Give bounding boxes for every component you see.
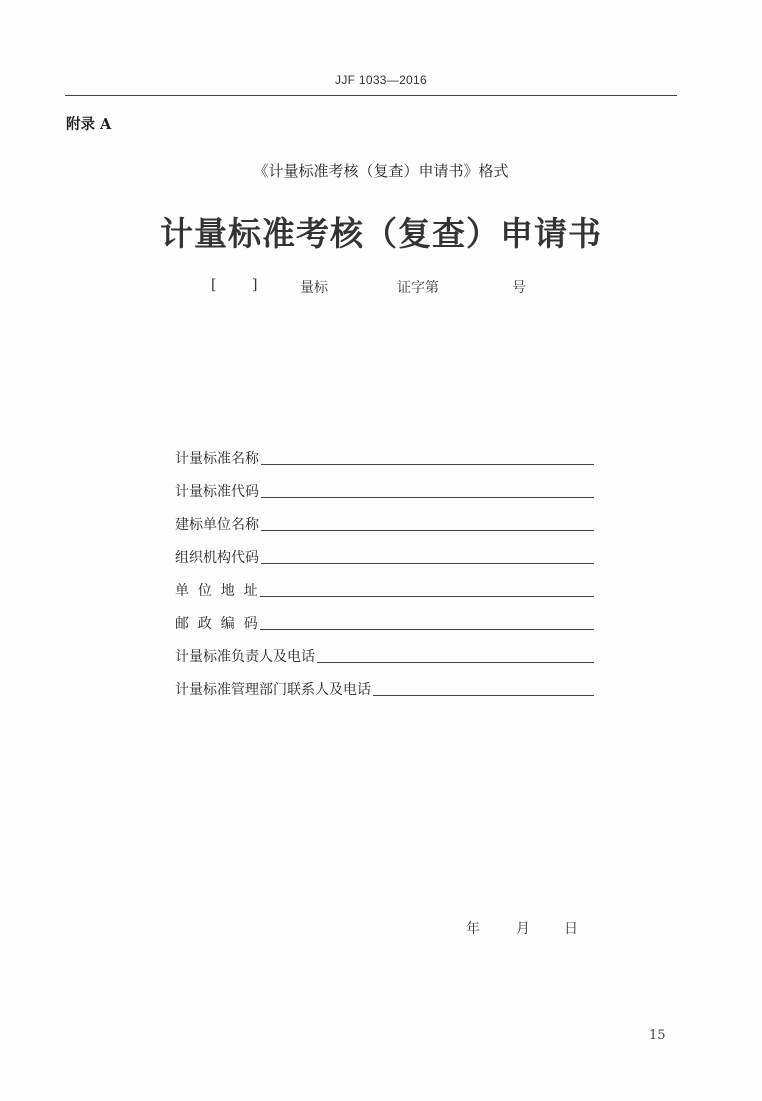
standard-code: JJF 1033—2016: [335, 73, 427, 87]
field-label: 计量标准负责人及电话: [175, 649, 315, 665]
field-label: 邮 政 编 码: [175, 616, 258, 632]
field-blank-line[interactable]: [261, 563, 594, 564]
header-rule: [65, 95, 677, 96]
field-blank-line[interactable]: [373, 695, 594, 696]
field-blank-line[interactable]: [260, 596, 594, 597]
date-year-label: 年: [466, 921, 480, 937]
main-title: 计量标准考核（复查）申请书: [160, 214, 602, 253]
field-blank-line[interactable]: [260, 629, 594, 630]
appendix-label: 附录 A: [66, 116, 112, 133]
field-blank-line[interactable]: [317, 662, 594, 663]
date-day-label: 日: [564, 921, 578, 937]
field-unit-name: [175, 510, 594, 534]
field-label: 计量标准名称: [175, 451, 259, 467]
field-unit-address: [175, 576, 594, 600]
field-blank-line[interactable]: [261, 530, 594, 531]
certificate-bracket-open: [: [211, 277, 217, 293]
field-standard-code: [175, 477, 594, 501]
certificate-hao: 号: [512, 280, 526, 296]
field-label: 计量标准管理部门联系人及电话: [175, 682, 371, 698]
certificate-zhengzi: 证字第: [397, 280, 439, 296]
field-label: 建标单位名称: [175, 517, 259, 533]
field-blank-line[interactable]: [261, 497, 594, 498]
certificate-bracket-close: ]: [252, 277, 258, 293]
field-standard-name: [175, 444, 594, 468]
field-management-contact: [175, 675, 594, 699]
field-responsible-person: [175, 642, 594, 666]
format-title: 《计量标准考核（复查）申请书》格式: [253, 162, 509, 180]
field-label: 单 位 地 址: [175, 583, 258, 599]
field-org-code: [175, 543, 594, 567]
field-blank-line[interactable]: [261, 464, 594, 465]
field-label: 计量标准代码: [175, 484, 259, 500]
date-month-label: 月: [516, 921, 530, 937]
page-number: 15: [649, 1028, 666, 1043]
field-label: 组织机构代码: [175, 550, 259, 566]
field-postal-code: [175, 609, 594, 633]
certificate-liangbiao: 量标: [300, 280, 328, 296]
